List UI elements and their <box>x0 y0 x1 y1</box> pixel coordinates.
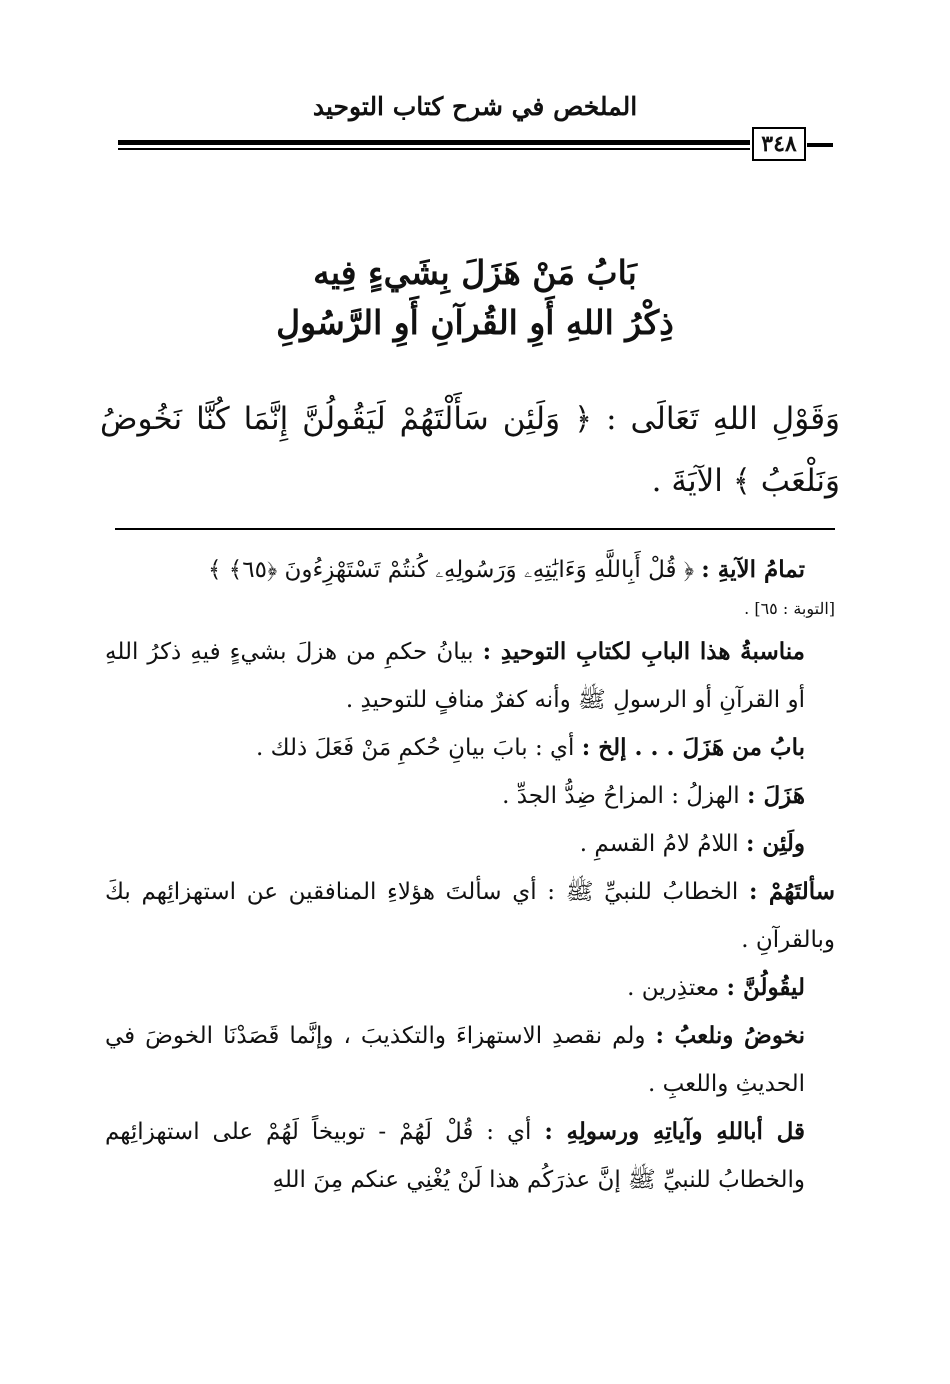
chapter-heading <box>150 248 800 348</box>
section-divider <box>115 528 835 530</box>
full-verse-paragraph <box>105 546 835 594</box>
header-rule <box>118 140 750 150</box>
chapter-heading-line-1: بَابُ مَنْ هَزَلَ بِشَيءٍ فِيه <box>313 253 637 292</box>
saaltahum-label: سألتَهُمْ : <box>749 878 836 905</box>
verse-text: ﴿ وَلَئِن سَأَلْتَهُمْ لَيَقُولُنَّ إِنَّمَا كُنَّا نَخُوضُ وَنَلْعَبُ ﴾ <box>100 401 840 499</box>
relevance-text: بيانُ حكمِ من هزلَ بشيءٍ فيهِ ذكرُ اللهِ أو القرآنِ أو الرسولِ ﷺ وأنه كفرٌ منافٍ للتوحيدِ . <box>105 639 805 713</box>
full-verse-label: تمامُ الآيةِ : <box>701 556 805 583</box>
hazal-paragraph <box>105 772 835 820</box>
hazal-label: هَزَلَ : <box>746 782 805 809</box>
layaqulunna-paragraph <box>105 964 835 1012</box>
saaltahum-paragraph <box>105 868 835 964</box>
full-verse-text: ﴿ قُلْ أَبِاللَّهِ وَءَايَٰتِهِۦ وَرَسُولِهِۦ كُنتُمْ تَسْتَهْزِءُونَ ﴿٦٥﴾ ﴾ <box>208 557 694 583</box>
walain-text: اللامُ لامُ القسمِ . <box>579 831 739 857</box>
hazal-text: الهزلُ : المزاحُ ضِدُّ الجدِّ . <box>502 783 740 809</box>
relevance-label: مناسبةُ هذا البابِ لكتابِ التوحيدِ : <box>482 638 805 665</box>
relevance-paragraph <box>105 628 835 724</box>
quran-verse <box>100 388 840 512</box>
verse-reference: [التوبة : ٦٥] . <box>744 599 835 618</box>
header-rule-right <box>807 143 833 147</box>
qul-paragraph <box>105 1108 835 1204</box>
bab-paragraph <box>105 724 835 772</box>
walain-label: ولَئِن : <box>745 830 805 857</box>
page-number: ٣٤٨ <box>752 127 806 161</box>
walain-paragraph <box>105 820 835 868</box>
bab-label: بابُ من هَزَلَ . . . إلخ : <box>581 734 805 761</box>
verse-intro: وَقَوْلِ اللهِ تَعَالَى : <box>606 401 840 437</box>
commentary <box>105 546 835 1204</box>
nakhud-text: ولم نقصدِ الاستهزاءَ والتكذيبَ ، وإنَّما قَصَدْنَا الخوضَ في الحديثِ واللعبِ . <box>105 1023 805 1097</box>
nakhud-paragraph <box>105 1012 835 1108</box>
layaqulunna-text: معتذِرين . <box>627 975 720 1001</box>
layaqulunna-label: ليقُولُنَّ : <box>726 974 805 1001</box>
saaltahum-text: الخطابُ للنبيِّ ﷺ : أي سألتَ هؤلاءِ المنافقين عن استهزائِهم بكَ وبالقرآنِ . <box>105 879 835 953</box>
running-title: الملخص في شرح كتاب التوحيد <box>312 92 638 121</box>
qul-text: أي : قُلْ لَهُمْ - توبيخاً لَهُمْ على استهزائِهم والخطابُ للنبيِّ ﷺ إنَّ عذرَكُم هذا لَنْ يُغْنِي عنكم مِنَ اللهِ <box>105 1119 805 1193</box>
bab-text: أي : بابَ بيانِ حُكمِ مَنْ فَعَلَ ذلك . <box>256 735 575 761</box>
chapter-heading-line-2: ذِكْرُ اللهِ أَوِ القُرآنِ أَوِ الرَّسُولِ <box>276 303 674 342</box>
nakhud-label: نخوضُ ونلعبُ : <box>655 1022 805 1049</box>
verse-suffix: الآيَةَ . <box>651 463 723 499</box>
qul-label: قل أباللهِ وآياتِهِ ورسولِهِ : <box>544 1118 806 1145</box>
